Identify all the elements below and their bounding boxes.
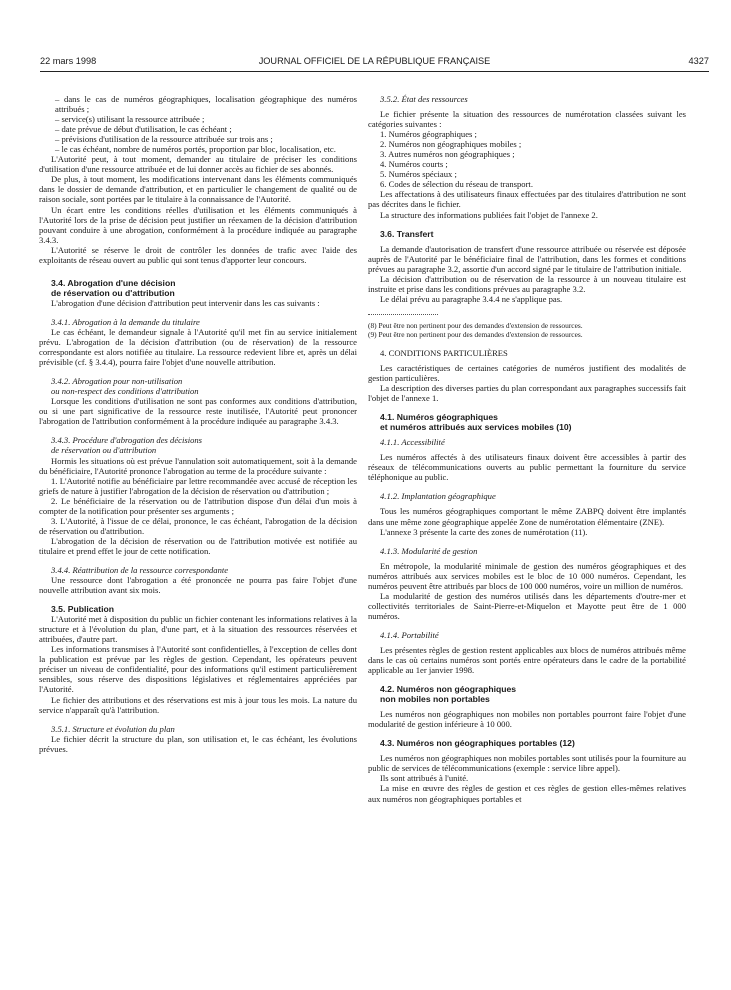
list-item: 5. Numéros spéciaux ; bbox=[380, 169, 457, 180]
section-heading: 3.6. Transfert bbox=[380, 228, 434, 239]
paragraph: Ils sont attribués à l'unité. bbox=[380, 773, 469, 784]
paragraph: Les présentes règles de gestion restent applicables aux blocs de numéros attribués même dans le cas où certains numéros sont portés entre opérateurs dans le cadre de la portabilité applicable au 1er janvier 1998. bbox=[368, 644, 686, 676]
list-item: 1. Numéros géographiques ; bbox=[380, 129, 477, 140]
paragraph: L'annexe 3 présente la carte des zones de numérotation (11). bbox=[380, 526, 588, 537]
paragraph: Le délai prévu au paragraphe 3.4.4 ne s'applique pas. bbox=[380, 293, 563, 304]
paragraph: Le fichier des attributions et des réservations est mis à jour tous les mois. La nature du service n'apparaît qu'à l'attribution. bbox=[39, 694, 357, 715]
paragraph: En métropole, la modularité minimale de gestion des numéros géographiques et des numéros attribués aux services mobiles est le bloc de 10 000 numéros. Cependant, les numéros peuvent être attribués par blocs de 100 000 numéros, voire un million de numéros. bbox=[368, 560, 686, 591]
section-heading: 3.4. Abrogation d'une décision bbox=[51, 277, 176, 288]
paragraph: La structure des informations publiées fait l'objet de l'annexe 2. bbox=[380, 209, 598, 220]
subsection-heading: de réservation ou d'attribution bbox=[51, 445, 157, 456]
right-column bbox=[368, 94, 686, 804]
paragraph: Le cas échéant, le demandeur signale à l'Autorité qu'il met fin au service initialement prévu. L'abrogation de la décision d'attribution (ou de réservation) de la ressource correspondante est alors notifiée au titulaire. La ressource redevient libre et, après un délai prévisible (cf. § 3.4.4), pourra faire l'objet d'une nouvelle attribution. bbox=[39, 326, 357, 368]
paragraph: Les numéros non géographiques non mobiles non portables pourront faire l'objet d'une modularité de gestion inférieure à 10 000. bbox=[368, 709, 686, 730]
list-item: 6. Codes de sélection du réseau de transport. bbox=[380, 179, 533, 190]
page-number: 4327 bbox=[688, 56, 709, 66]
chapter-heading: 4. CONDITIONS PARTICULIÈRES bbox=[380, 347, 508, 358]
footnote-separator bbox=[368, 314, 438, 315]
paragraph: Lorsque les conditions d'utilisation ne sont pas conformes aux conditions d'attribution, ou si une part significative de la ressource reste inutilisée, l'Autorité peut prononcer l'abrogation de l'attribution conformément à la procédure indiquée au paragraphe 3.4.3. bbox=[39, 396, 357, 427]
subsection-heading: 3.4.1. Abrogation à la demande du titulaire bbox=[51, 316, 200, 327]
subsection-heading: 4.1.3. Modularité de gestion bbox=[380, 545, 478, 556]
subsection-heading: 3.4.2. Abrogation pour non-utilisation bbox=[51, 376, 183, 387]
paragraph: De plus, à tout moment, les modifications intervenant dans les éléments communiqués dans le dossier de demande d'attribution, et en particulier le changement de qualité ou de raison sociale, sont portées par le titulaire à la connaissance de l'Autorité. bbox=[39, 174, 357, 205]
paragraph: Les numéros affectés à des utilisateurs finaux doivent être accessibles à partir des réseaux de télécommunications ouverts au public permettant la fourniture du service téléphonique au public. bbox=[368, 452, 686, 483]
paragraph: Une ressource dont l'abrogation a été prononcée ne pourra pas faire l'objet d'une nouvelle attribution avant six mois. bbox=[39, 575, 357, 596]
section-heading: non mobiles non portables bbox=[380, 694, 490, 705]
list-item: – dans le cas de numéros géographiques, localisation géographique des numéros attribués ; bbox=[55, 94, 357, 115]
footnote: (8) Peut être non pertinent pour des demandes d'extension de ressources. bbox=[368, 320, 583, 330]
section-heading: 4.3. Numéros non géographiques portables (12) bbox=[380, 738, 575, 749]
paragraph: L'abrogation d'une décision d'attribution peut intervenir dans les cas suivants : bbox=[51, 297, 320, 308]
list-item: 2. Numéros non géographiques mobiles ; bbox=[380, 139, 522, 150]
section-heading: de réservation ou d'attribution bbox=[51, 287, 175, 298]
paragraph: Les numéros non géographiques non mobiles portables sont utilisés pour la fourniture au public de services de télécommunications (exemple : service libre appel). bbox=[368, 753, 686, 774]
subsection-heading: 3.5.1. Structure et évolution du plan bbox=[51, 723, 175, 734]
list-item: – service(s) utilisant la ressource attribuée ; bbox=[55, 114, 205, 125]
paragraph: Le fichier présente la situation des ressources de numérotation classées suivant les catégories suivantes : bbox=[368, 109, 686, 130]
section-heading: 3.5. Publication bbox=[51, 604, 115, 615]
issue-date: 22 mars 1998 bbox=[40, 56, 97, 66]
paragraph: La description des diverses parties du plan correspondant aux paragraphes successifs fait l'objet de l'annexe 1. bbox=[368, 383, 686, 404]
subsection-heading: 4.1.2. Implantation géographique bbox=[380, 491, 496, 502]
list-item: 4. Numéros courts ; bbox=[380, 159, 448, 170]
subsection-heading: 4.1.4. Portabilité bbox=[380, 629, 439, 640]
subsection-heading: ou non-respect des conditions d'attribution bbox=[51, 386, 199, 397]
subsection-heading: 4.1.1. Accessibilité bbox=[380, 437, 445, 448]
list-item: – prévisions d'utilisation de la ressource attribuée sur trois ans ; bbox=[55, 134, 273, 145]
paragraph: Le fichier décrit la structure du plan, son utilisation et, le cas échéant, les évolutions prévues. bbox=[39, 733, 357, 754]
paragraph: 3. L'Autorité, à l'issue de ce délai, prononce, le cas échéant, l'abrogation de la décision de réservation ou d'attribution. bbox=[39, 515, 357, 536]
list-item: 3. Autres numéros non géographiques ; bbox=[380, 149, 515, 160]
paragraph: Un écart entre les conditions réelles d'utilisation et les éléments communiqués à l'Autorité lors de la prise de décision peut justifier un réexamen de la décision d'attribution pouvant conduire à une abrogation, conformément à la procédure indiquée au paragraphe 3.4.3. bbox=[39, 204, 357, 245]
page-header bbox=[40, 56, 709, 70]
paragraph: L'Autorité met à disposition du public un fichier contenant les informations relatives à la structure et à l'évolution du plan, d'une part, et à la situation des ressources réservées et attribuées, d'autre part. bbox=[39, 614, 357, 645]
journal-title: JOURNAL OFFICIEL DE LA RÉPUBLIQUE FRANÇAISE bbox=[258, 56, 491, 66]
left-column bbox=[39, 94, 357, 754]
section-heading: 4.2. Numéros non géographiques bbox=[380, 684, 517, 695]
paragraph: La demande d'autorisation de transfert d'une ressource attribuée ou réservée est déposée auprès de l'Autorité par le bénéficiaire final de l'attribution, dans les formes et conditions prévues au paragraphe 3.2, assortie d'un accord signé par le titulaire de l'attribution initiale. bbox=[368, 243, 686, 274]
subsection-heading: 3.4.4. Réattribution de la ressource correspondante bbox=[51, 564, 229, 575]
paragraph: 2. Le bénéficiaire de la réservation ou de l'attribution dispose d'un délai d'un mois à compter de la notification pour présenter ses arguments ; bbox=[39, 495, 357, 516]
paragraph: Les caractéristiques de certaines catégories de numéros justifient des modalités de gestion particulières. bbox=[368, 362, 686, 383]
subsection-heading: 3.5.2. État des ressources bbox=[380, 94, 468, 104]
paragraph: L'Autorité peut, à tout moment, demander au titulaire de préciser les conditions d'utilisation d'une ressource attribuée et de lui donner accès au fichier de ses abonnés. bbox=[39, 154, 357, 175]
paragraph: Hormis les situations où est prévue l'annulation soit automatiquement, soit à la demande du bénéficiaire, l'Autorité prononce l'abrogation au terme de la procédure suivante : bbox=[39, 455, 357, 476]
section-heading: et numéros attribués aux services mobiles (10) bbox=[380, 422, 572, 433]
paragraph: L'abrogation de la décision de réservation ou de l'attribution motivée est notifiée au titulaire et prend effet le jour de cette notification. bbox=[39, 535, 357, 556]
header-rule bbox=[40, 71, 709, 72]
section-heading: 4.1. Numéros géographiques bbox=[380, 412, 498, 423]
paragraph: La décision d'attribution ou de réservation de la ressource à un nouveau titulaire est instruite et prise dans les conditions prévues au paragraphe 3.2. bbox=[368, 273, 686, 294]
paragraph: 1. L'Autorité notifie au bénéficiaire par lettre recommandée avec accusé de réception les griefs de nature à justifier l'abrogation de la décision de réservation ou d'attribution ; bbox=[39, 475, 357, 496]
paragraph: La modularité de gestion des numéros utilisés dans les départements d'outre-mer et collectivités territoriales de Saint-Pierre-et-Miquelon et Mayotte peut être de 1 000 numéros. bbox=[368, 590, 686, 621]
paragraph: Tous les numéros géographiques comportant le même ZABPQ doivent être implantés dans une même zone géographique appelée Zone de numérotation élémentaire (ZNE). bbox=[368, 506, 686, 527]
paragraph: L'Autorité se réserve le droit de contrôler les données de trafic avec l'aide des exploitants de réseau ouvert au public qui sont tenus d'apporter leur concours. bbox=[39, 244, 357, 265]
paragraph: La mise en œuvre des règles de gestion et ces règles de gestion elles-mêmes relatives aux numéros non géographiques portables et bbox=[368, 783, 686, 804]
footnote: (9) Peut être non pertinent pour des demandes d'extension de ressources. bbox=[368, 329, 583, 339]
paragraph: Les affectations à des utilisateurs finaux effectuées par des titulaires d'attribution ne sont pas décrites dans le fichier. bbox=[368, 189, 686, 210]
paragraph: Les informations transmises à l'Autorité sont confidentielles, à l'exception de celles dont la publication est prévue par les règles de gestion. Cependant, les opérateurs peuvent préciser un niveau de confidentialité, pour des informations qu'il estiment particulièrement sensibles, sous réserve des dispositions législatives et réglementaires appréciées par l'Autorité. bbox=[39, 644, 357, 695]
list-item: – date prévue de début d'utilisation, le cas échéant ; bbox=[55, 124, 232, 135]
subsection-heading: 3.4.3. Procédure d'abrogation des décisions bbox=[51, 435, 203, 446]
list-item: – le cas échéant, nombre de numéros portés, proportion par bloc, localisation, etc. bbox=[55, 144, 336, 155]
